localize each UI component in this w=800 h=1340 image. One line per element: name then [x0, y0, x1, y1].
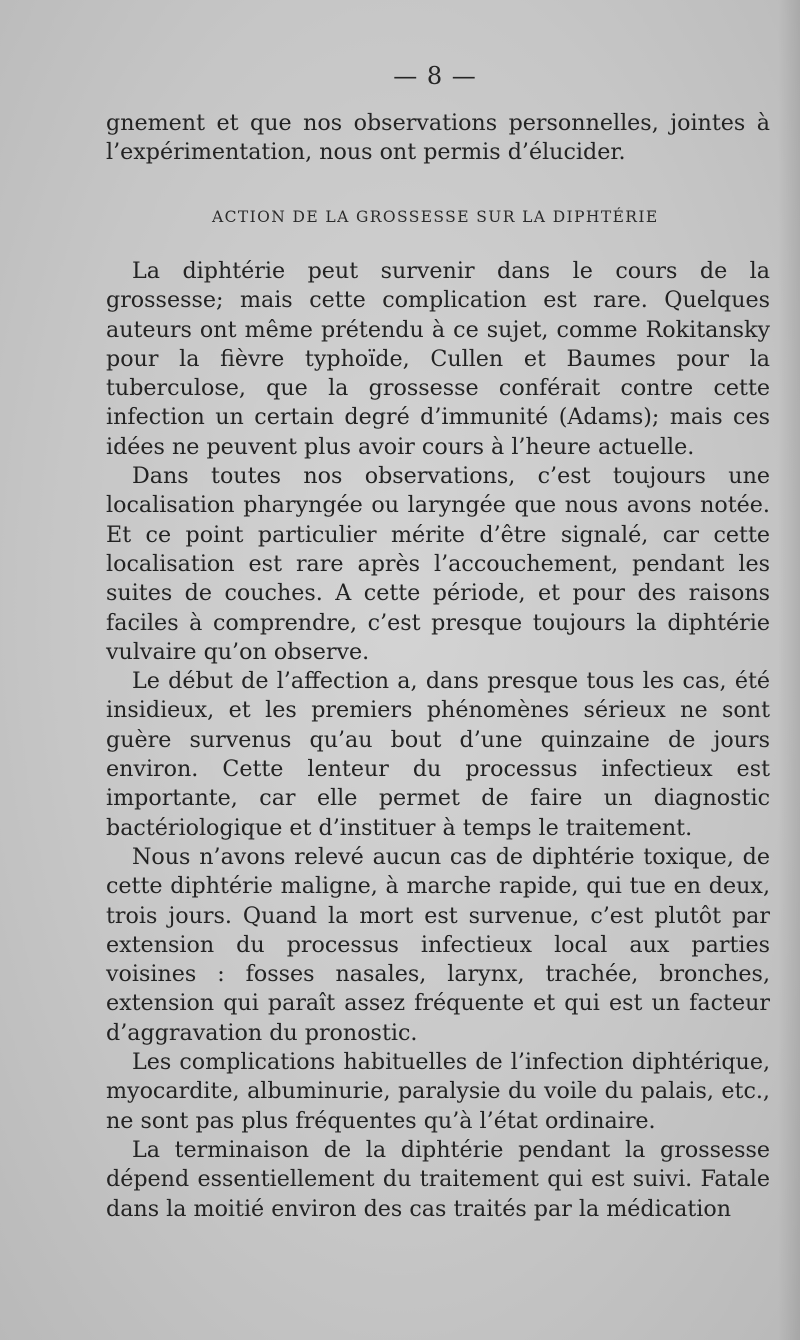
paragraph-5: Les complications habituelles de l’infection diphtérique, myocardite, albuminurie, paralysie du voile du palais, etc., ne sont pas plus fréquentes qu’à l’état ordinaire. [106, 1049, 770, 1134]
paragraph-1: La diphtérie peut survenir dans le cours de la grossesse; mais cette complication est rare. Quelques auteurs ont même prétendu à ce sujet, comme Rokitansky pour la fièvre typhoïde, Cullen et Baumes pour la tuberculose, que la grossesse conférait contre cette infection un certain degré d’immunité (Adams); mais ces idées ne peuvent plus avoir cours à l’heure actuelle. [106, 258, 770, 460]
section-heading: ACTION DE LA GROSSESSE SUR LA DIPHTÉRIE [212, 208, 659, 226]
page-edge-shadow [778, 0, 800, 1340]
paragraph-4: Nous n’avons relevé aucun cas de diphtérie toxique, de cette diphtérie maligne, à marche rapide, qui tue en deux, trois jours. Quand la mort est survenue, c’est plutôt par extension du processus infectieux local aux parties voisines : fosses nasales, larynx, trachée, bronches, extension qui paraît assez fréquente et qui est un facteur d’aggravation du pronostic. [106, 843, 770, 1046]
paragraph-2: Dans toutes nos observations, c’est toujours une localisation pharyngée ou laryngée que nous avons notée. Et ce point particulier mérite d’être signalé, car cette localisation est rare après l’accouchement, pendant les suites de couches. A cette période, et pour des raisons faciles à comprendre, c’est presque toujours la diphtérie vulvaire qu’on observe. [106, 463, 770, 665]
paragraph-3: Le début de l’affection a, dans presque tous les cas, été insidieux, et les premiers phénomènes sérieux ne sont guère survenus qu’au bout d’une quinzaine de jours environ. Cette lenteur du processus infectieux est importante, car elle permet de faire un diagnostic bactériologique et d’instituer à temps le traitement. [106, 668, 770, 841]
paragraph-6: La terminaison de la diphtérie pendant la grossesse dépend essentiellement du traitement qui est suivi. Fatale dans la moitié environ des cas traités par la médication [106, 1136, 770, 1222]
continuation-paragraph: gnement et que nos observations personnelles, jointes à l’expérimentation, nous ont permis d’élucider. [106, 110, 770, 166]
page-number: — 8 — [393, 62, 477, 90]
body-text [106, 257, 770, 1224]
continuation-paragraph-block [106, 109, 770, 168]
